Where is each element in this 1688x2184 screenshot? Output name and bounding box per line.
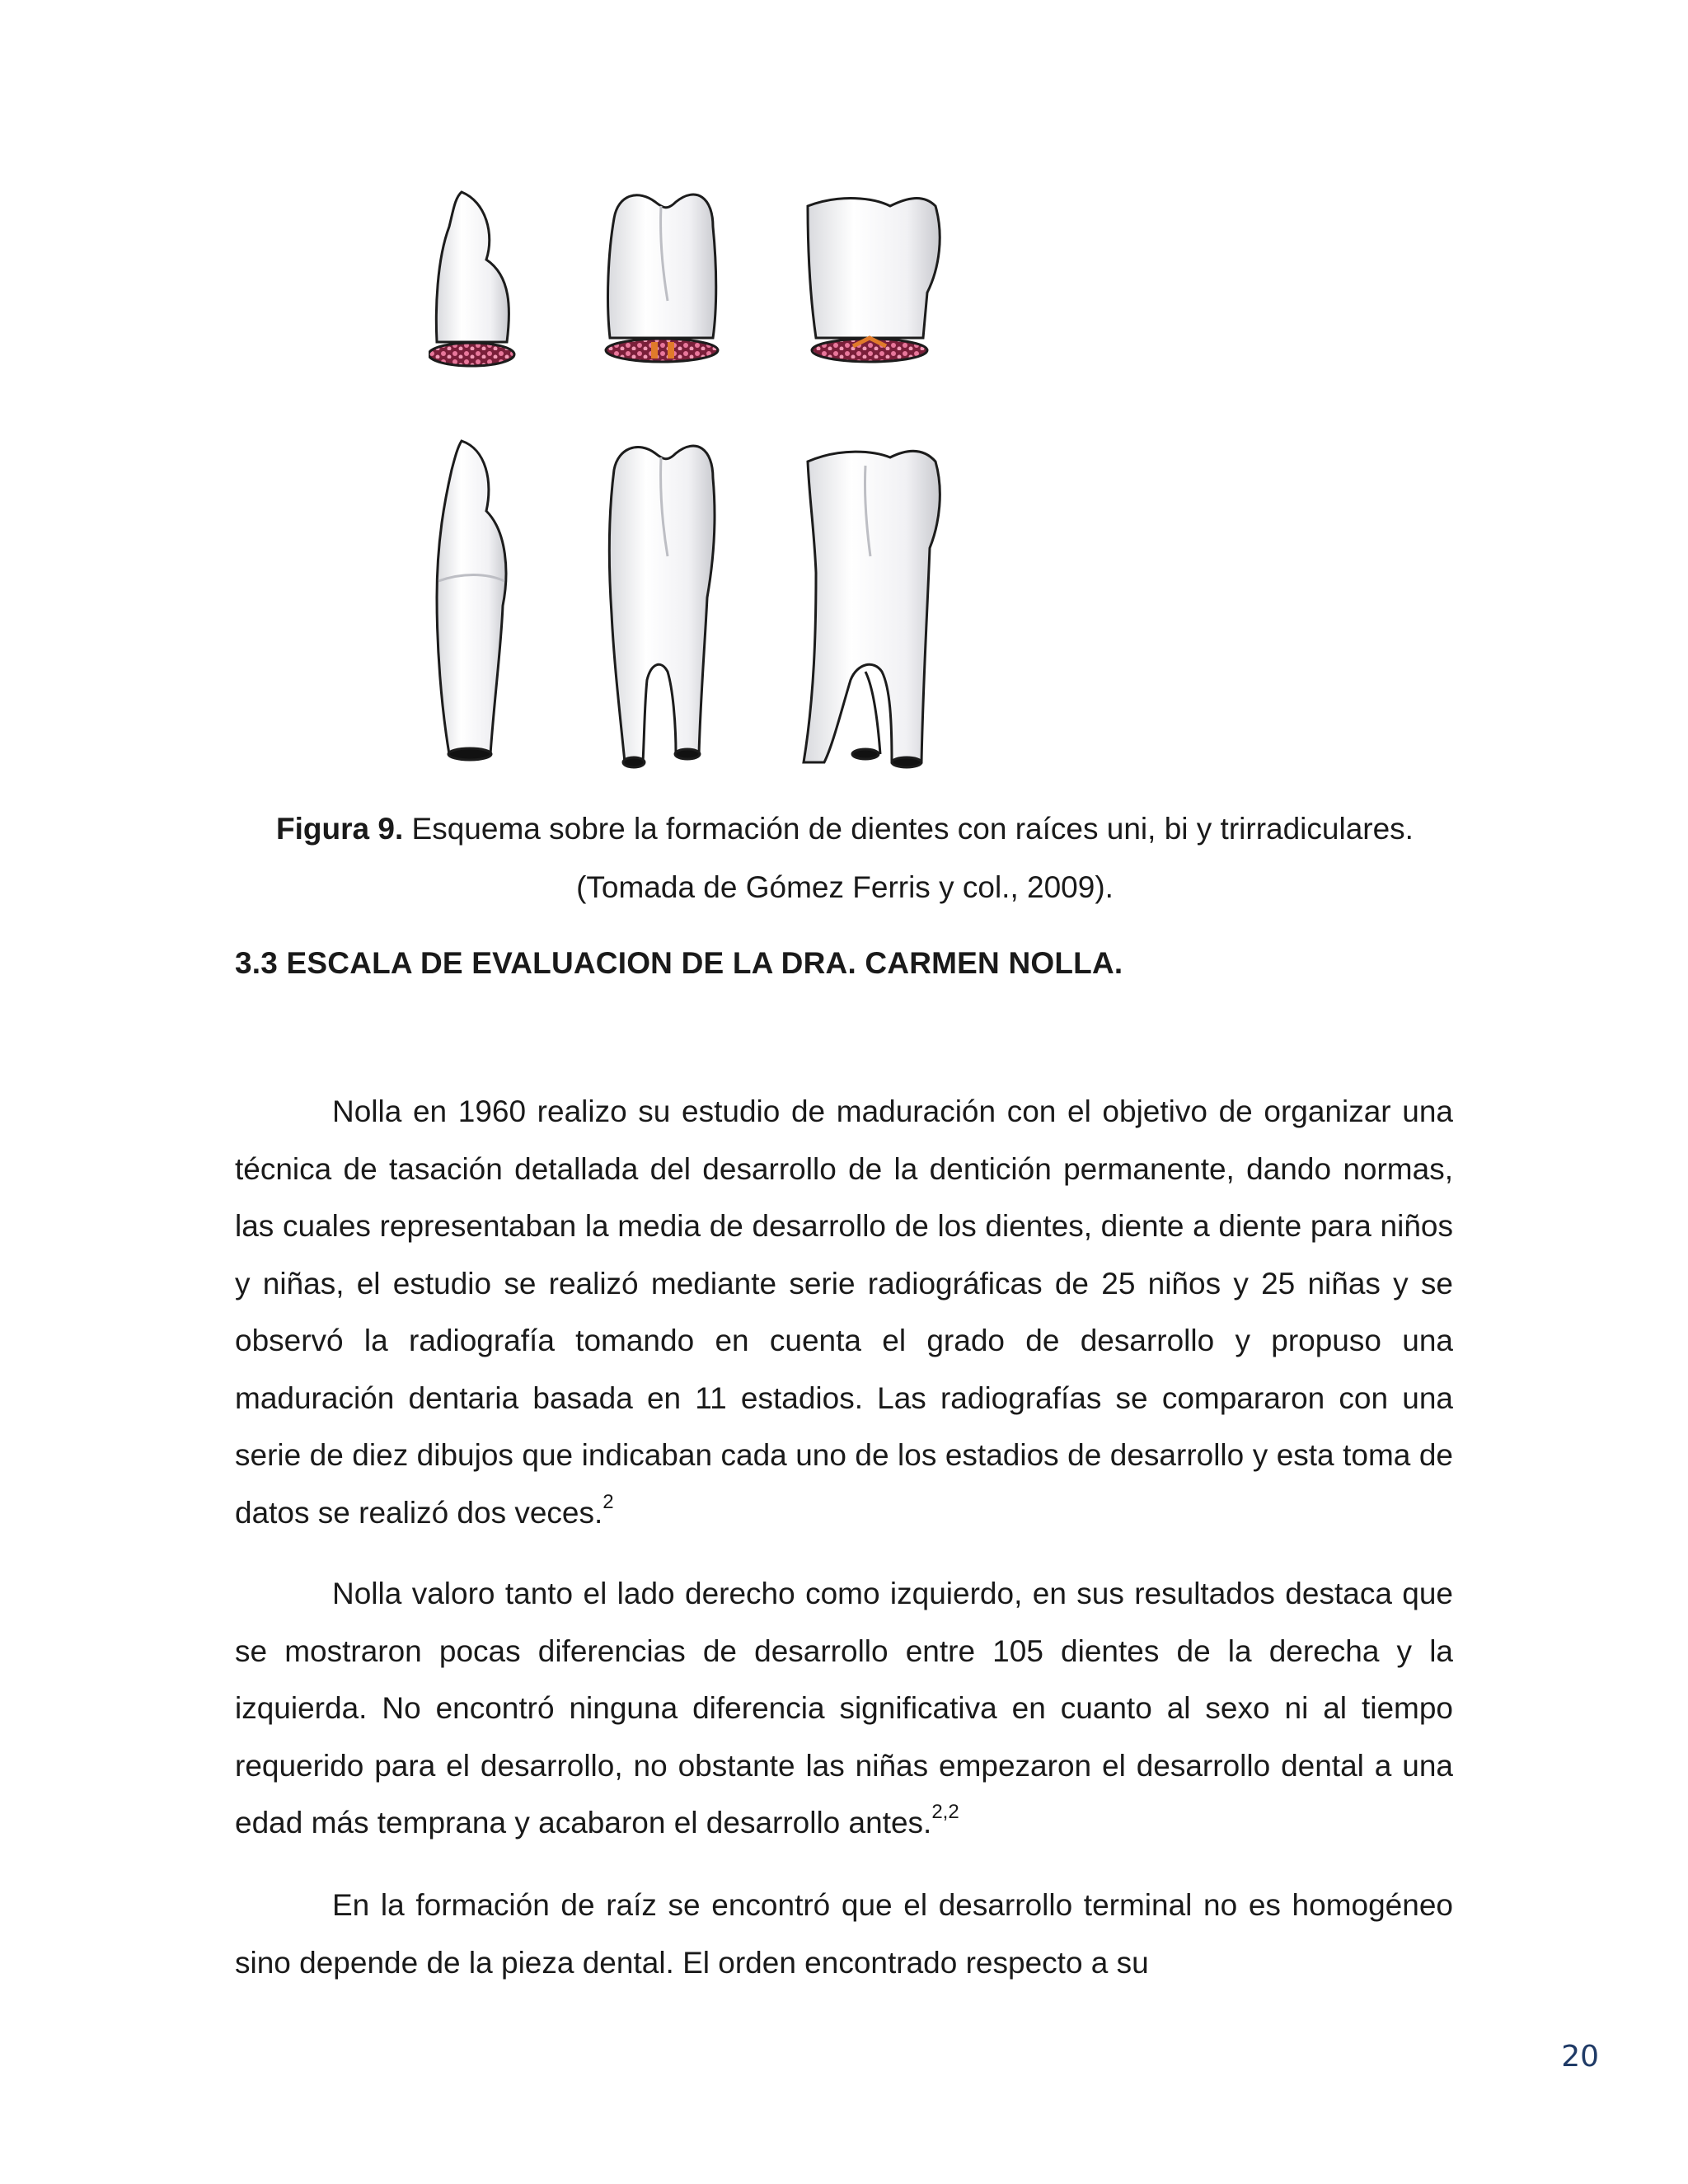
section-heading: 3.3 ESCALA DE EVALUACION DE LA DRA. CARMEN NOLLA.: [235, 946, 1123, 980]
bicuspid-two-roots: [609, 446, 715, 767]
figure-caption-text: Esquema sobre la formación de dientes con raíces uni, bi y trirradiculares. (Tomada de Gómez Ferris y col., 2009).: [411, 812, 1414, 904]
paragraph-2: [235, 1565, 1453, 1852]
tooth-formation-figure: [429, 185, 1286, 779]
incisor-crown-stage: [429, 192, 514, 366]
figure-caption: [235, 799, 1455, 916]
paragraph-3: [235, 1877, 1453, 1991]
paragraph-1-text: Nolla en 1960 realizo su estudio de maduración con el objetivo de organizar una técnica de tasación detallada del desarrollo de la dentición permanente, dando normas, las cuales representaban la media de desarrollo de los dientes, diente a diente para niños y niñas, el estudio se realizó mediante serie radiográficas de 25 niños y 25 niñas y se observó la radiografía tomando en cuenta el grado de desarrollo y propuso una maduración dentaria basada en 11 estadios. Las radiografías se compararon con una serie de diez dibujos que indicaban cada uno de los estadios de desarrollo y esta toma de datos se realizó dos veces.: [235, 1094, 1453, 1530]
bicuspid-crown-stage: [606, 194, 718, 362]
figure-label: Figura 9.: [276, 812, 404, 846]
reference-superscript: 2: [603, 1490, 614, 1513]
page-number: 20: [1561, 2040, 1599, 2074]
paragraph-1: [235, 1083, 1453, 1541]
paragraph-2-text: Nolla valoro tanto el lado derecho como izquierdo, en sus resultados destaca que se mostraron pocas diferencias de desarrollo entre 105 dientes de la derecha y la izquierda. No encontró ninguna diferencia significativa en cuanto al sexo ni al tiempo requerido para el desarrollo, no obstante las niñas empezaron el desarrollo dental a una edad más temprana y acabaron el desarrollo antes.: [235, 1577, 1453, 1840]
incisor-single-root: [437, 441, 506, 760]
paragraph-3-text: En la formación de raíz se encontró que el desarrollo terminal no es homogéneo sino depende de la pieza dental. El orden encontrado respecto a su: [235, 1888, 1453, 1980]
molar-crown-stage: [808, 199, 940, 362]
molar-three-roots: [804, 451, 940, 767]
reference-superscript: 2,2: [931, 1801, 959, 1823]
